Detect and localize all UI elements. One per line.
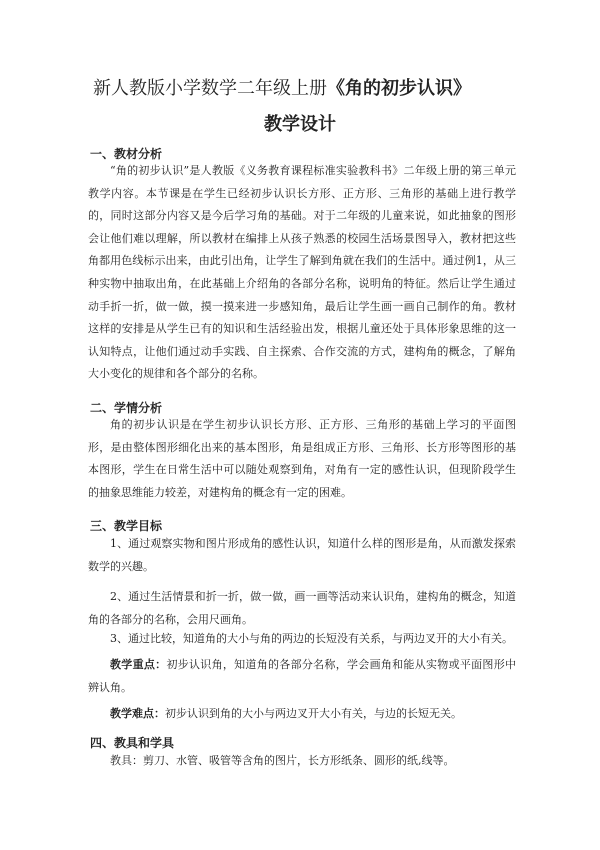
section-heading-student-analysis: 二、学情分析 bbox=[90, 401, 163, 415]
paragraph-textbook-analysis: “角的初步认识”是人教版《义务教育课程标准实验教科书》二年级上册的第三单元教学内容。本节课是在学生已经初步认识长方形、正方形、三角形的基础上进行教学的，同时这部分内容又是今后学习角的基础。对于二年级的儿童来说，如此抽象的图形会让他们难以理解，所以教材在编排上从孩子熟悉的校园生活场景图导入，教材把这些角都用色线标示出来，由此引出角，让学生了解到角就在我们的生活中。通过例1，从三种实物中抽取出角，在此基础上介绍角的各部分名称，说明角的特征。然后让学生通过动手折一折，做一做，摸一摸来进一步感知角，最后让学生画一画自己制作的角。教材这样的安排是从学生已有的知识和生活经验出发，根据儿童还处于具体形象思维的这一认知特点，让他们通过动手实践、自主探索、合作交流的方式，建构角的概念，了解角大小变化的规律和各个部分的名称。 bbox=[88, 164, 516, 381]
paragraph-student-analysis: 角的初步认识是在学生初步认识长方形、正方形、三角形的基础上学习的平面图形，是由整体图形细化出来的基本图形，角是组成正方形、三角形、长方形等图形的基本图形，学生在日常生活中可以随处观察到角，对角有一定的感性认识，但现阶段学生的抽象思维能力较差，对建构角的概念有一定的困难。 bbox=[88, 418, 516, 499]
title-prefix: 新人教版小学数学二年级上册 bbox=[93, 78, 327, 99]
goal-1: 1、通过观察实物和图片形成角的感性认识，知道什么样的图形是角，从而激发探索数学的兴趣。 bbox=[88, 537, 516, 573]
goal-3: 3、通过比较，知道角的大小与角的两边的长短没有关系，与两边叉开的大小有关。 bbox=[110, 632, 513, 645]
key-point-label: 教学重点： bbox=[110, 658, 167, 671]
difficulty-label: 教学难点： bbox=[110, 707, 165, 720]
section-heading-teaching-aids: 四、教具和学具 bbox=[90, 736, 175, 750]
document-title bbox=[93, 76, 513, 102]
difficulty-text: 初步认识到角的大小与两边叉开大小有关，与边的长短无关。 bbox=[165, 707, 462, 720]
document-subtitle: 教学设计 bbox=[264, 114, 336, 135]
section-heading-teaching-goals: 三、教学目标 bbox=[90, 519, 163, 533]
paragraph-teaching-aids: 教具：剪刀、水管、吸管等含角的图片，长方形纸条、圆形的纸,线等。 bbox=[110, 754, 455, 767]
difficulty bbox=[88, 703, 516, 726]
goal-2: 2、通过生活情景和折一折，做一做，画一画等活动来认识角，建构角的概念，知道角的各部分的名称，会用尺画角。 bbox=[88, 590, 516, 626]
key-point bbox=[88, 654, 516, 699]
section-heading-textbook-analysis: 一、教材分析 bbox=[90, 147, 163, 161]
key-point-text: 初步认识角，知道角的各部分名称，学会画角和能从实物或平面图形中辨认角。 bbox=[88, 658, 517, 694]
title-topic: 《角的初步认识》 bbox=[327, 78, 471, 99]
